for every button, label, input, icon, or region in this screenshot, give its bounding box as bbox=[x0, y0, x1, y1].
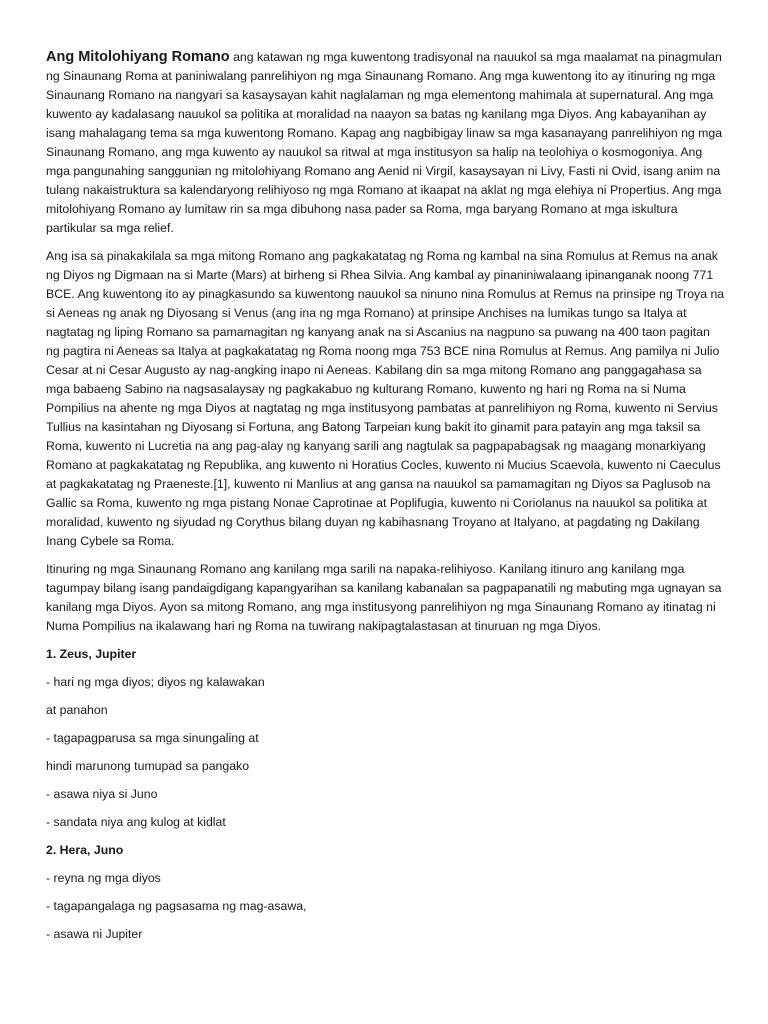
deity-list bbox=[46, 645, 726, 944]
deity-list-item: - sandata niya ang kulog at kidlat bbox=[46, 815, 226, 829]
deity-list-item: - asawa niya si Juno bbox=[46, 787, 158, 801]
deity-list-item: - reyna ng mga diyos bbox=[46, 871, 161, 885]
deity-heading: 1. Zeus, Jupiter bbox=[46, 647, 137, 661]
intro-text: ang katawan ng mga kuwentong tradisyonal na nauukol sa mga maalamat na pinagmulan ng Sinaunang Roma at paniniwalang panrelihiyon ng mga Sinaunang Romano. Ang mga kuwentong ito ay itinuring ng mga Sinaunang Romano na nangyari sa kasaysayan kahit naglalaman ng mga elementong mahimala at supernatural. Ang mga kuwento ay kadalasang nauukol sa politika at moralidad na naayon sa batas ng kanilang mga Diyos. Ang kabayanihan ay isang mahalagang tema sa mga kuwentong Romano. Kapag ang nagbibigay linaw sa mga kasanayang panrelihiyon ng mga Sinaunang Romano, ang mga kuwento ay nauukol sa ritwal at mga institusyon sa halip na teolohiya o kosmogoniya. Ang mga pangunahing sanggunian ng mitolohiyang Romano ang Aenid ni Virgil, kasaysayan ni Livy, Fasti ni Ovid, isang anim na tulang nakaistruktura sa kalendaryong relihiyoso ng mga Romano at ikaapat na aklat ng mga elehiya ni Propertius. Ang mga mitolohiyang Romano ay lumitaw rin sa mga dibuhong nasa pader sa Roma, mga baryang Romano at mga iskultura partikular sa mga relief. bbox=[46, 50, 723, 235]
deity-list-item: - asawa ni Jupiter bbox=[46, 927, 143, 941]
intro-paragraph bbox=[46, 48, 726, 238]
deity-list-item: - hari ng mga diyos; diyos ng kalawakan bbox=[46, 675, 265, 689]
document-title: Ang Mitolohiyang Romano bbox=[46, 49, 230, 65]
document-page bbox=[46, 48, 726, 953]
deity-list-item: hindi marunong tumupad sa pangako bbox=[46, 759, 250, 773]
deity-heading: 2. Hera, Juno bbox=[46, 843, 124, 857]
deity-list-item: at panahon bbox=[46, 703, 108, 717]
paragraph-founding-myths: Ang isa sa pinakakilala sa mga mitong Romano ang pagkakatatag ng Roma ng kambal na sina Romulus at Remus na anak ng Diyos ng Digmaan na si Marte (Mars) at birheng si Rhea Silvia. Ang kambal ay pinaniniwalaang ipinanganak noong 771 BCE. Ang kuwentong ito ay pinagkasundo sa kuwentong nauukol sa ninuno nina Romulus at Remus na prinsipe ng Troya na si Aeneas ng anak ng Diyosang si Venus (ang ina ng mga Romano) at prinsipe Anchises na lumikas tungo sa Italya at nagtatag ng liping Romano sa pamamagitan ng kanyang anak na si Ascanius na nagpuno sa puwang na 400 taon pagitan ng pagtira ni Aeneas sa Italya at pagkakatatag ng Roma noong mga 753 BCE nina Romulus at Remus. Ang pamilya ni Julio Cesar at ni Cesar Augusto ay nag-angking inapo ni Aeneas. Kabilang din sa mga mitong Romano ang panggagahasa sa mga babaeng Sabino na nagsasalaysay ng pagkakabuo ng kulturang Romano, kuwento ng hari ng Roma na si Numa Pompilius na ahente ng mga Diyos at nagtatag ng mga institusyong pambatas at panrelihiyon ng Roma, kuwento ni Servius Tullius na kasintahan ng Diyosang si Fortuna, ang Batong Tarpeian kung bakit ito ginamit para patayin ang mga taksil sa Roma, kuwento ni Lucretia na ang pag-alay ng kanyang sarili ang nagtulak sa pagpapabagsak ng maagang monarkiyang Romano at pagkakatatag ng Republika, ang kuwento ni Horatius Cocles, kuwento ni Mucius Scaevola, kuwento ni Caeculus at pagkakatatag ng Praeneste.[1], kuwento ni Manlius at ang gansa na nauukol sa pamamagitan ng Diyos sa Paglusob na Gallic sa Roma, kuwento ng mga pistang Nonae Caprotinae at Poplifugia, kuwento ni Coriolanus na nauukol sa politika at moralidad, kuwento ng siyudad ng Corythus bilang duyan ng kabihasnang Troyano at Italyano, at pagdating ng Dakilang Inang Cybele sa Roma. bbox=[46, 249, 725, 548]
deity-list-item: - tagapagparusa sa mga sinungaling at bbox=[46, 731, 259, 745]
deity-list-item: - tagapangalaga ng pagsasama ng mag-asawa, bbox=[46, 899, 307, 913]
paragraph-religion: Itinuring ng mga Sinaunang Romano ang kanilang mga sarili na napaka-relihiyoso. Kanilang itinuro ang kanilang mga tagumpay bilang isang pandaigdigang kapangyarihan sa kanilang kabanalan sa pagpapanatili ng mabuting mga ugnayan sa kanilang mga Diyos. Ayon sa mitong Romano, ang mga institusyong panrelihiyon ng mga Sinaunang Romano ay itinatag ni Numa Pompilius na ikalawang hari ng Roma na tuwirang nakipagtalastasan at tinuruan ng mga Diyos. bbox=[46, 562, 722, 633]
